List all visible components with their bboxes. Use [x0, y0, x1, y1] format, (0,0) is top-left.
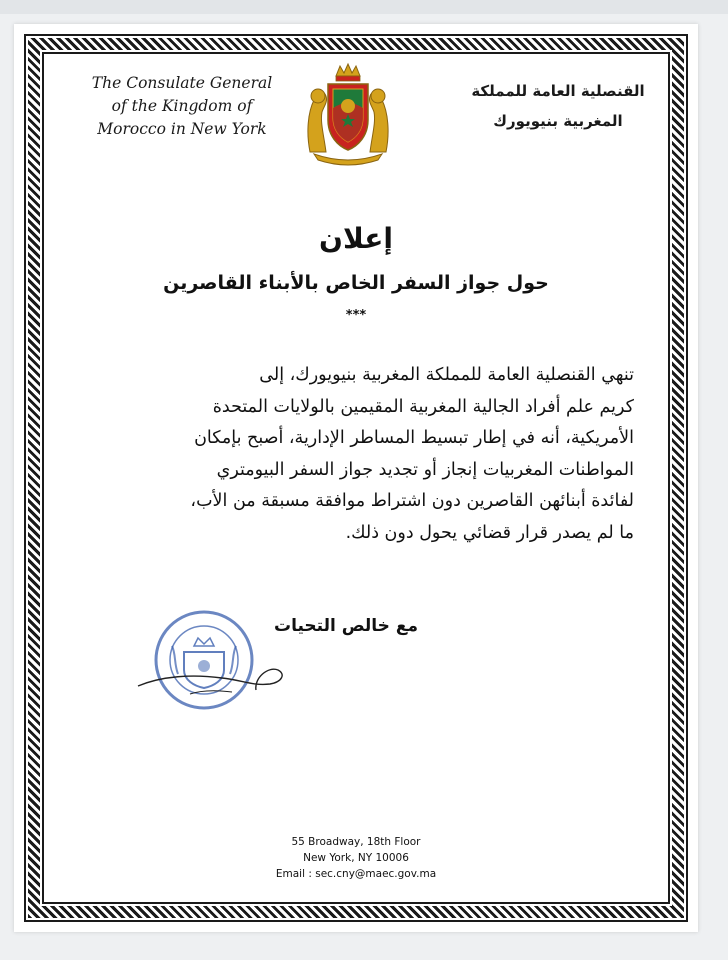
body-line: لفائدة أبنائهن القاصرين دون اشتراط موافقة مسبقة من الأب،: [190, 491, 634, 511]
notice-body: [72, 360, 634, 549]
header-english-line: of the Kingdom of: [111, 97, 253, 115]
separator-stars: ***: [345, 308, 367, 323]
header-arabic-line: القنصلية العامة للمملكة: [471, 82, 645, 100]
body-line: ما لم يصدر قرار قضائي يحول دون ذلك.: [345, 522, 634, 543]
letter-page: [14, 24, 698, 932]
notice-title: إعلان: [319, 222, 393, 255]
closing-greeting: مع خالص التحيات: [274, 616, 418, 636]
letter-content: [44, 54, 668, 902]
footer-address: [44, 834, 668, 882]
address-line: 55 Broadway, 18th Floor: [291, 836, 421, 848]
body-line: المواطنات المغربيات إنجاز أو تجديد جواز السفر البيومتري: [216, 459, 634, 480]
body-line: تنهي القنصلية العامة للمملكة المغربية بنيويورك، إلى: [259, 365, 634, 385]
address-line: New York, NY 10006: [303, 852, 409, 864]
header-arabic-line: المغربية بنيويورك: [493, 112, 623, 130]
address-line: Email : sec.cny@maec.gov.ma: [275, 868, 437, 880]
header-english-line: The Consulate General: [91, 74, 273, 92]
header-english: [82, 72, 282, 141]
body-line: كريم علم أفراد الجالية المغربية المقيمين بالولايات المتحدة: [212, 396, 634, 417]
body-line: الأمريكية، أنه في إطار تبسيط المساطر الإدارية، أصبح بإمكان: [194, 428, 634, 448]
notice-subtitle: حول جواز السفر الخاص بالأبناء القاصرين: [163, 272, 549, 294]
top-strip: [0, 0, 728, 14]
header-english-line: Morocco in New York: [97, 120, 267, 138]
consulate-seal-stamp-icon: [132, 594, 302, 724]
header-arabic: [458, 76, 658, 136]
moroccan-coat-of-arms-icon: [300, 62, 396, 166]
